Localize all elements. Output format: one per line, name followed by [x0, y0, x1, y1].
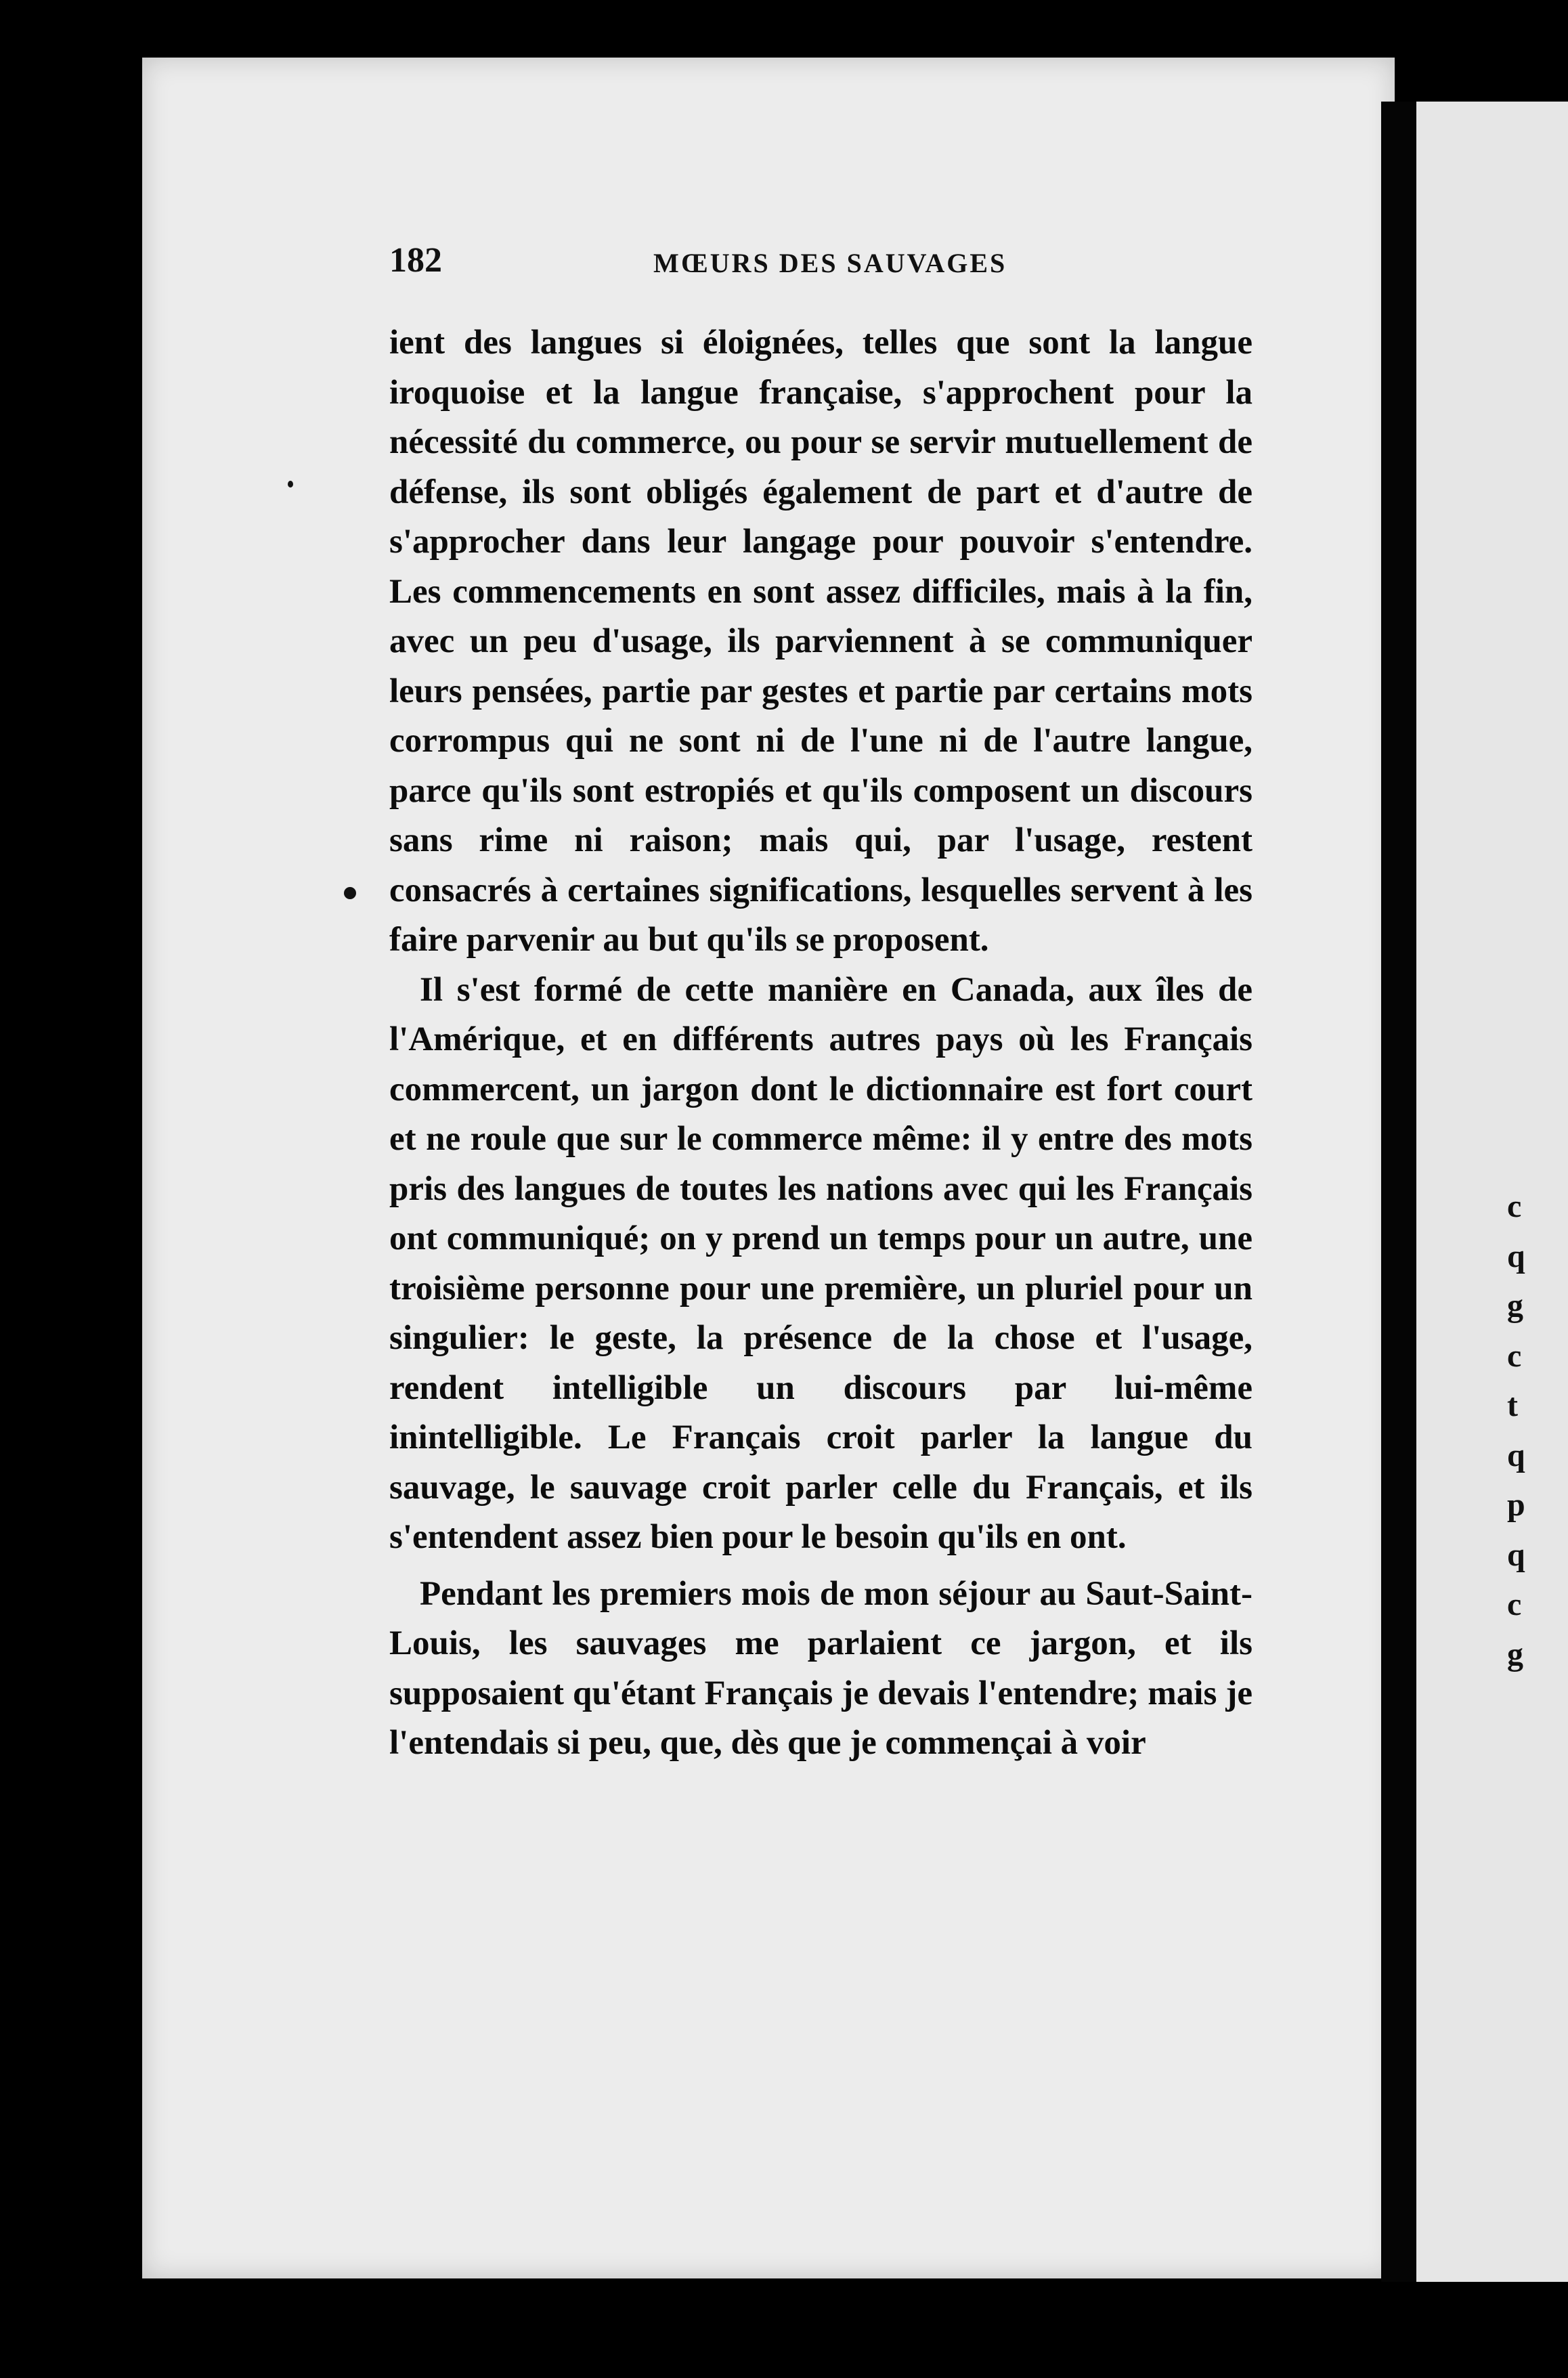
running-title: MŒURS DES SAUVAGES	[653, 248, 1007, 278]
paragraph-3: Pendant les premiers mois de mon séjour au Saut-Saint-Louis, les sauvages me parlaient ce jargon, et ils supposaient qu'étant Français je devais l'entendre; mais je l'entendais si peu, que, dès que je commençai à voir	[389, 1574, 1253, 1762]
adjacent-page-text	[1507, 1182, 1548, 1679]
fragment: c	[1507, 1586, 1522, 1622]
running-head	[389, 240, 1273, 295]
fragment: q	[1507, 1536, 1525, 1573]
paragraph-1: ient des langues si éloignées, telles que sont la langue iroquoise et la langue française, s'approchent pour la nécessité du commerce, ou pour se servir mutuellement de défense, ils sont obligés également de part et d'autre de s'approcher dans leur langage pour pouvoir s'entendre. Les commencements en sont assez difficiles, mais à la fin, avec un peu d'usage, ils parviennent à se communiquer leurs pensées, partie par gestes et partie par certains mots corrompus qui ne sont ni de l'une ni de l'autre langue, parce qu'ils sont estropiés et qu'ils composent un discours sans rime ni raison; mais qui, par l'usage, restent consacrés à certaines significations, lesquelles servent à les faire parvenir au but qu'ils se proposent.	[389, 324, 1253, 959]
fragment: c	[1507, 1337, 1522, 1374]
fragment: g	[1507, 1636, 1523, 1672]
fragment: c	[1507, 1188, 1522, 1224]
fragment: q	[1507, 1238, 1525, 1274]
fragment: g	[1507, 1288, 1523, 1324]
page-gutter	[1381, 102, 1415, 2282]
fragment: q	[1507, 1437, 1525, 1473]
body-text	[389, 318, 1253, 1769]
page-number: 182	[389, 241, 442, 280]
margin-speck	[344, 887, 356, 899]
fragment: t	[1507, 1387, 1518, 1423]
fragment: p	[1507, 1487, 1525, 1523]
margin-speck	[288, 481, 293, 488]
paragraph-2: Il s'est formé de cette manière en Canada, aux îles de l'Amérique, et en différents autres pays où les Français commercent, un jargon dont le dictionnaire est fort court et ne roule que sur le commerce même: il y entre des mots pris des langues de toutes les nations avec qui les Français ont communiqué; on y prend un temps pour un autre, une troisième personne pour une première, un pluriel pour un singulier: le geste, la présence de la chose et l'usage, rendent intelligible un discours par lui-même inintelligible. Le Français croit parler la langue du sauvage, le sauvage croit parler celle du Français, et ils s'entendent assez bien pour le besoin qu'ils en ont.	[389, 970, 1253, 1556]
